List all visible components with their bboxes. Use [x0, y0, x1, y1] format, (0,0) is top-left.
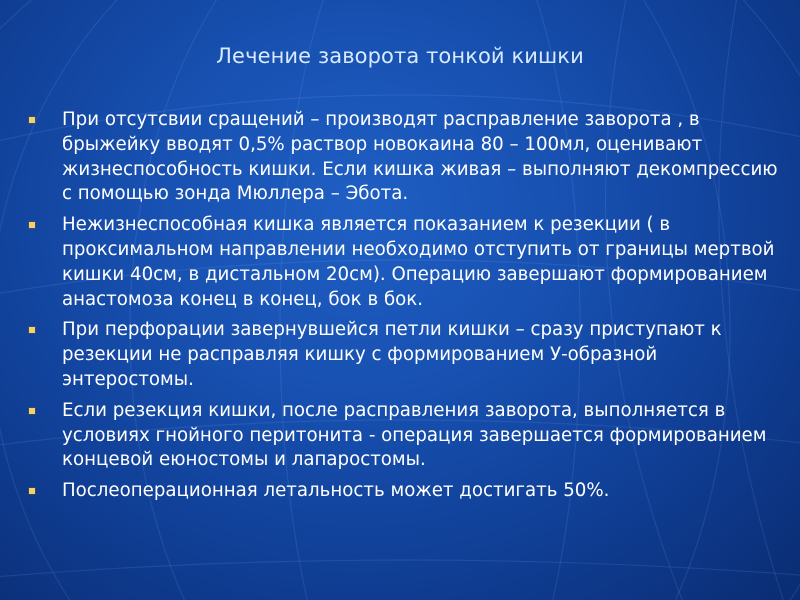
square-bullet-icon: [29, 117, 35, 123]
square-bullet-icon: [29, 327, 35, 333]
bullet-list: [28, 108, 780, 510]
bullet-item: [28, 213, 780, 312]
square-bullet-icon: [29, 408, 35, 414]
bullet-text: Нежизнеспособная кишка является показанием к резекции ( в проксимальном направлении необходимо отступить от границы мертвой кишки 40см, в дистальном 20см). Операцию завершают формированием анастомоза конец в конец, бок в бок.: [62, 214, 775, 310]
bullet-text: Послеоперационная летальность может достигать 50%.: [62, 480, 610, 502]
bullet-item: [28, 399, 780, 473]
bullet-item: [28, 318, 780, 392]
bullet-text: При отсутсвии сращений – производят расправление заворота , в брыжейку вводят 0,5% раствор новокаина 80 – 100мл, оценивают жизнеспособность кишки. Если кишка живая – выполняют декомпрессию с помощью зонда Мюллера – Эбота.: [62, 109, 778, 205]
square-bullet-icon: [29, 222, 35, 228]
bullet-text: Если резекция кишки, после расправления заворота, выполняется в условиях гнойного перитонита - операция завершается формированием концевой еюностомы и лапаростомы.: [62, 399, 767, 471]
square-bullet-icon: [29, 488, 35, 494]
bullet-text: При перфорации завернувшейся петли кишки – сразу приступают к резекции не расправляя кишку с формированием У-образной энтеростомы.: [62, 319, 722, 390]
bullet-item: [28, 108, 780, 207]
bullet-item: [28, 479, 780, 504]
slide-title: Лечение заворота тонкой кишки: [216, 44, 584, 68]
